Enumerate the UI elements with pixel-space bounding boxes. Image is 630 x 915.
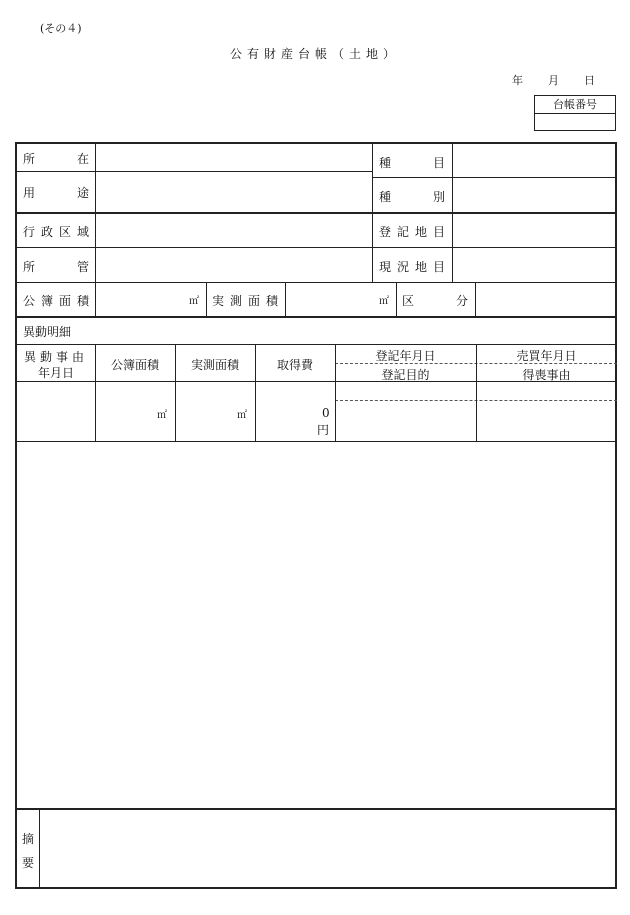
row-official-area-unit: ㎡	[157, 410, 167, 421]
date-month-label: 月	[548, 74, 559, 87]
col-gain-loss-header: 得喪事由	[522, 368, 571, 382]
division-label: 区 分	[402, 294, 468, 308]
remarks-label-2: 要	[22, 856, 35, 870]
sheet-number: (その４)	[40, 22, 82, 35]
ledger-number-box	[534, 95, 616, 131]
current-land-label: 現況地目	[379, 260, 452, 274]
col-reg-date-header: 登記年月日	[375, 349, 436, 363]
type1-label: 種 目	[379, 156, 445, 170]
col-cost-header: 取得費	[276, 358, 313, 372]
measured-area-unit: ㎡	[379, 296, 389, 307]
page-title: 公有財産台帳（土地）	[229, 47, 400, 61]
row-cost-value: 0	[322, 406, 330, 420]
col-event-header: 異動事由	[23, 350, 88, 364]
jurisdiction-label: 所 管	[23, 260, 89, 274]
official-area-unit: ㎡	[189, 296, 199, 307]
col-measured-area-header: 実測面積	[190, 358, 239, 372]
location-label: 所 在	[23, 152, 89, 166]
row-measured-area-unit: ㎡	[237, 410, 247, 421]
col-official-area-header: 公簿面積	[110, 358, 159, 372]
col-reg-purpose-header: 登記目的	[381, 368, 430, 382]
remarks-label-1: 摘	[22, 832, 35, 846]
col-sale-date-header: 売買年月日	[516, 349, 577, 363]
ledger-number-label: 台帳番号	[535, 96, 615, 114]
measured-area-label: 実測面積	[212, 294, 285, 308]
date-year-label: 年	[512, 74, 523, 87]
ledger-form	[15, 142, 617, 889]
type2-label: 種 別	[379, 190, 445, 204]
row-cost-unit: 円	[317, 423, 330, 437]
official-area-label: 公簿面積	[23, 294, 96, 308]
usage-label: 用 途	[23, 186, 89, 200]
registered-land-label: 登記地目	[379, 225, 452, 239]
ledger-number-field[interactable]	[535, 114, 615, 131]
admin-area-label: 行政区域	[23, 225, 96, 239]
date-day-label: 日	[584, 74, 595, 87]
changes-title: 異動明細	[23, 325, 72, 339]
col-event-date-header: 年月日	[37, 366, 74, 380]
